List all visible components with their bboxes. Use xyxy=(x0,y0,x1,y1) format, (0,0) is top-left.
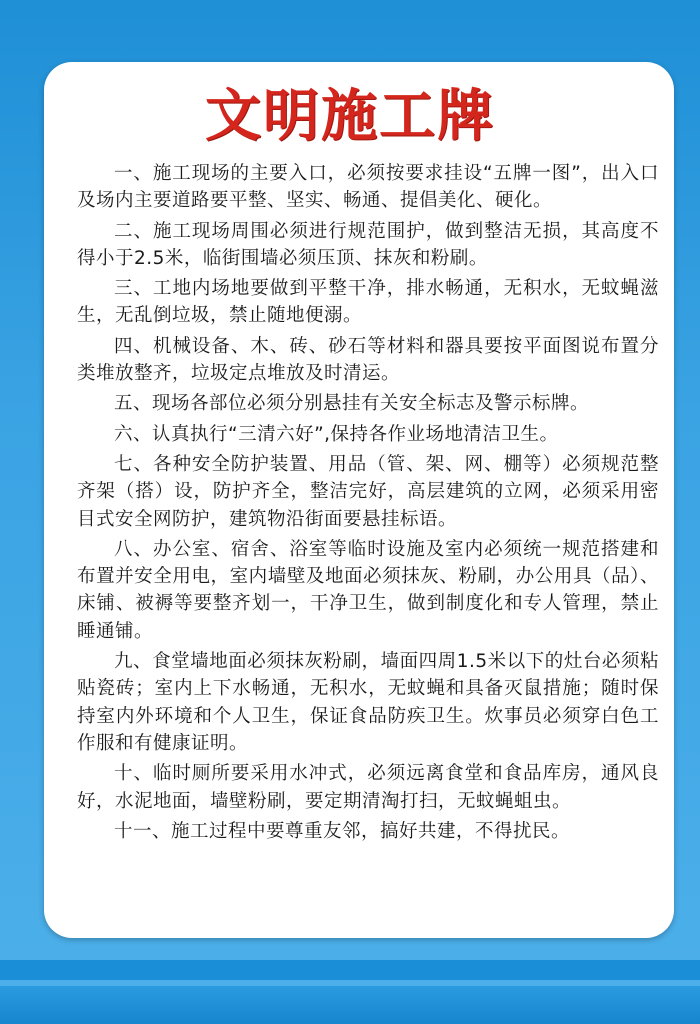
rule-item: 三、工地内场地要做到平整干净，排水畅通，无积水，无蚊蝇滋生，无乱倒垃圾，禁止随地便溺。 xyxy=(77,278,659,327)
rule-item: 八、办公室、宿舍、浴室等临时设施及室内必须统一规范搭建和布置并安全用电，室内墙壁及地面必须抹灰、粉刷，办公用具（品）、床铺、被褥等要整齐划一，干净卫生，做到制度化和专人管理，禁止睡通铺。 xyxy=(77,538,659,642)
rule-item: 十、临时厕所要采用水冲式，必须远离食堂和食品库房，通风良好，水泥地面，墙壁粉刷，要定期清淘打扫，无蚊蝇蛆虫。 xyxy=(77,763,659,812)
sign-title: 文明施工牌 xyxy=(205,83,495,149)
rule-item: 二、施工现场周围必须进行规范围护，做到整洁无损，其高度不得小于2.5米，临街围墙必须压顶、抹灰和粉刷。 xyxy=(77,220,659,269)
rule-item: 九、食堂墙地面必须抹灰粉刷，墙面四周1.5米以下的灶台必须粘贴瓷砖；室内上下水畅通，无积水，无蚊蝇和具备灭鼠措施；随时保持室内外环境和个人卫生，保证食品防疾卫生。炊事员必须穿白色工作服和有健康证明。 xyxy=(77,651,659,754)
rule-item: 十一、施工过程中要尊重友邻，搞好共建，不得扰民。 xyxy=(114,820,571,842)
rule-item: 五、现场各部位必须分别悬挂有关安全标志及警示标牌。 xyxy=(114,393,590,415)
rule-item: 七、各种安全防护装置、用品（管、架、网、棚等）必须规范整齐架（搭）设，防护齐全，整洁完好，高层建筑的立网，必须采用密目式安全网防护，建筑物沿街面要悬挂标语。 xyxy=(77,453,659,530)
rule-item: 一、施工现场的主要入口，必须按要求挂设“五牌一图”，出入口及场内主要道路要平整、坚实、畅通、提倡美化、硬化。 xyxy=(77,163,659,212)
rule-item: 六、认真执行“三清六好”,保持各作业场地清洁卫生。 xyxy=(114,423,559,445)
bottom-band xyxy=(0,986,700,1024)
rule-item: 四、机械设备、木、砖、砂石等材料和器具要按平面图说布置分类堆放整齐，垃圾定点堆放及时清运。 xyxy=(77,335,659,385)
bottom-stripe xyxy=(0,960,700,980)
rules-list xyxy=(77,160,659,848)
